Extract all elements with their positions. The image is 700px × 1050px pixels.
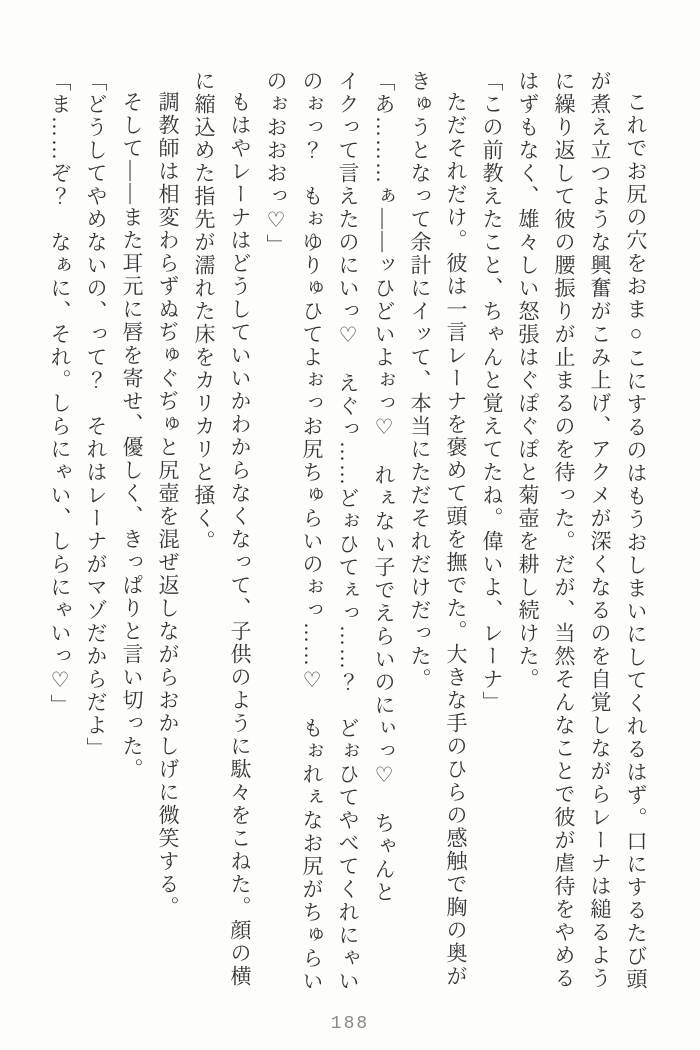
text-line: そして――また耳元に唇を寄せ、優しく、きっぱりと言い切った。 (120, 91, 144, 781)
text-line: 「あ………ぁ――ッひどいよぉっ♡ れぇない子でえらいのにぃっ♡ ちゃんと (372, 70, 396, 904)
text-line: きゅうとなって余計にイッて、本当にただそれだけだった。 (408, 70, 432, 691)
text-line: に繰り返して彼の腰振りが止まるのを待った。だが、当然そんなことで彼が虐待をやめる (552, 70, 576, 990)
text-line: 「この前教えたこと、ちゃんと覚えてたね。偉いよ、レーナ」 (480, 70, 504, 714)
page-number: 188 (330, 1014, 370, 1034)
text-line: 「ま……ぞ？ なぁに、それ。しらにゃい、しらにゃいっ♡」 (48, 70, 72, 717)
text-line: イクって言えたのにいっ♡ えぐっ……どぉひてぇっ……？ どぉひてやべてくれにゃい (336, 70, 360, 993)
text-line: が煮え立つような興奮がこみ上げ、アクメが深くなるのを自覚しながらレーナは縋るよう (588, 70, 612, 990)
text-line: のぉおおおっ♡」 (264, 70, 288, 257)
text-line: のぉっ？ もぉゆりゅひてよぉっお尻ちゅらいのぉっ……♡ もぉれぇなお尻がちゅらい (300, 70, 324, 993)
text-line: ただそれだけ。彼は一言レーナを褒めて頭を撫でた。大きな手のひらの感触で胸の奥が (444, 91, 468, 988)
text-line: もはやレーナはどうしていいかわからなくなって、子供のように駄々をこねた。顔の横 (228, 91, 252, 988)
text-line: 調教師は相変わらずぬぢゅぐぢゅと尻壺を混ぜ返しながらおかしげに微笑する。 (156, 91, 180, 919)
text-line: に縮込めた指先が濡れた床をカリカリと掻く。 (192, 70, 216, 553)
text-line: はずもなく、雄々しい怒張はぐぽぐぽと菊壺を耕し続けた。 (516, 70, 540, 691)
text-line: これでお尻の穴をおま○こにするのはもうおしまいにしてくれるはず。口にするたび頭 (624, 91, 648, 991)
vertical-text-block (42, 70, 654, 998)
text-line: 「どうしてやめないの、って？ それはレーナがマゾだからだよ」 (84, 70, 108, 760)
